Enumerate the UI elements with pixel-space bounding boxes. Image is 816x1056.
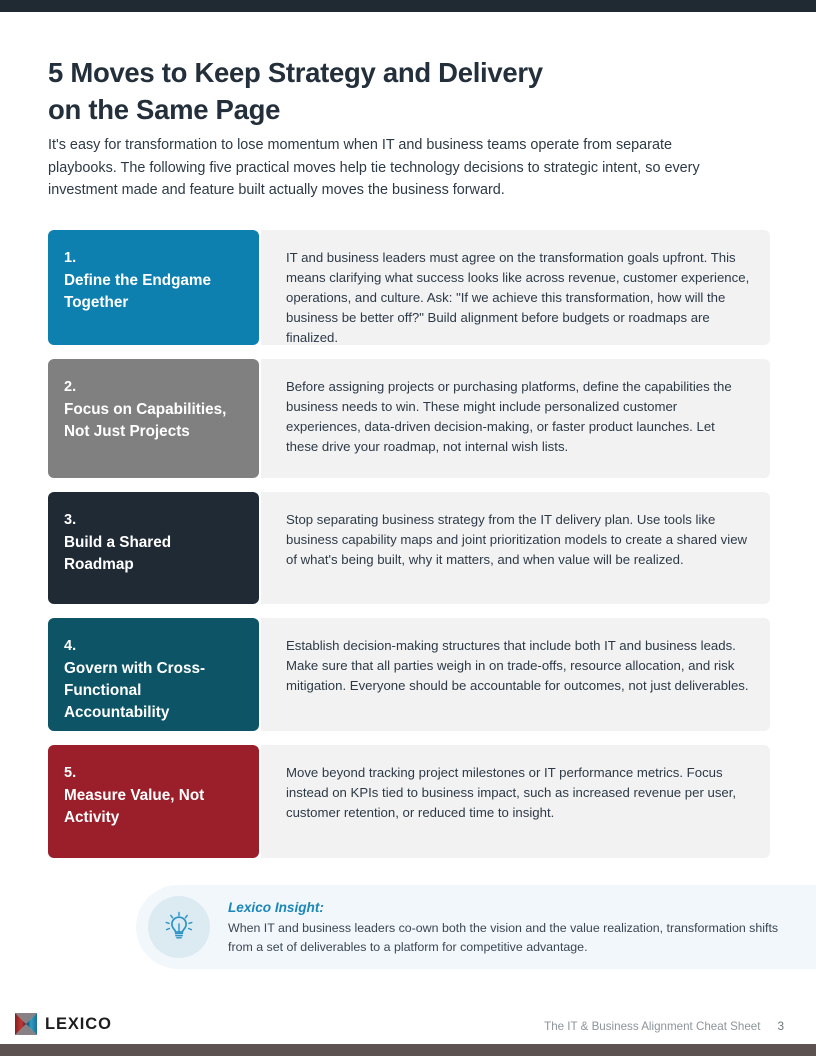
move-card-label — [48, 359, 259, 478]
move-title: Measure Value, Not Activity — [64, 787, 205, 827]
moves-list — [48, 230, 770, 872]
intro-paragraph: It's easy for transformation to lose momentum when IT and business teams operate from separate playbooks. The following five practical moves help tie technology decisions to strategic intent, so every investment made and feature built actually moves the business forward. — [48, 137, 700, 199]
page-title-line-2: on the Same Page — [48, 93, 281, 125]
page-title-line-1: 5 Moves to Keep Strategy and Delivery — [48, 57, 543, 89]
page-title — [48, 55, 748, 128]
lexico-mark-icon — [14, 1012, 38, 1036]
footer-meta — [544, 1019, 784, 1033]
move-card — [48, 492, 770, 604]
insight-text-block — [228, 898, 816, 957]
move-card-label — [48, 230, 259, 345]
move-card — [48, 359, 770, 478]
move-card — [48, 618, 770, 731]
move-card-label — [48, 492, 259, 604]
move-card — [48, 745, 770, 858]
insight-label: Lexico Insight: — [228, 899, 324, 915]
move-title: Focus on Capabilities, Not Just Projects — [64, 401, 227, 441]
insight-callout — [136, 885, 816, 969]
move-description: Before assigning projects or purchasing platforms, define the capabilities the business needs to win. These might include personalized customer experiences, data-driven decision-making, or faster product launches. Let these drive your roadmap, not internal wish lists. — [261, 359, 770, 478]
move-card — [48, 230, 770, 345]
move-title: Build a Shared Roadmap — [64, 534, 172, 574]
move-number: 4. — [64, 638, 77, 654]
move-number: 1. — [64, 250, 77, 266]
move-title: Govern with Cross-Functional Accountability — [64, 660, 206, 722]
move-card-label — [48, 745, 259, 858]
brand-name: LEXICO — [45, 1014, 112, 1033]
move-card-label — [48, 618, 259, 731]
brand-logo — [14, 1012, 112, 1036]
move-number: 5. — [64, 765, 77, 781]
lightbulb-icon — [148, 896, 210, 958]
document-title: The IT & Business Alignment Cheat Sheet — [544, 1020, 761, 1033]
page-content — [0, 12, 816, 1044]
move-description: IT and business leaders must agree on the transformation goals upfront. This means clarifying what success looks like across revenue, customer experience, operations, and culture. Ask: "If we achieve this transformation, how will the business be better off?" Build alignment before budgets or roadmaps are finalized. — [261, 230, 770, 345]
move-description: Establish decision-making structures that include both IT and business leads. Make sure that all parties weigh in on trade-offs, resource allocation, and risk mitigation. Everyone should be accountable for outcomes, not just deliverables. — [261, 618, 770, 731]
page-number: 3 — [777, 1019, 784, 1033]
move-number: 2. — [64, 379, 77, 395]
move-title: Define the Endgame Together — [64, 272, 212, 312]
move-description: Stop separating business strategy from the IT delivery plan. Use tools like business capability maps and joint prioritization models to create a shared view of what's being built, why it matters, and when value will be realized. — [261, 492, 770, 604]
bottom-accent-bar — [0, 1044, 816, 1056]
insight-body: When IT and business leaders co-own both the vision and the value realization, transformation shifts from a set of deliverables to a platform for competitive advantage. — [228, 921, 779, 954]
top-accent-bar — [0, 0, 816, 12]
move-number: 3. — [64, 512, 77, 528]
move-description: Move beyond tracking project milestones or IT performance metrics. Focus instead on KPIs tied to business impact, such as increased revenue per user, customer retention, or reduced time to insight. — [261, 745, 770, 858]
